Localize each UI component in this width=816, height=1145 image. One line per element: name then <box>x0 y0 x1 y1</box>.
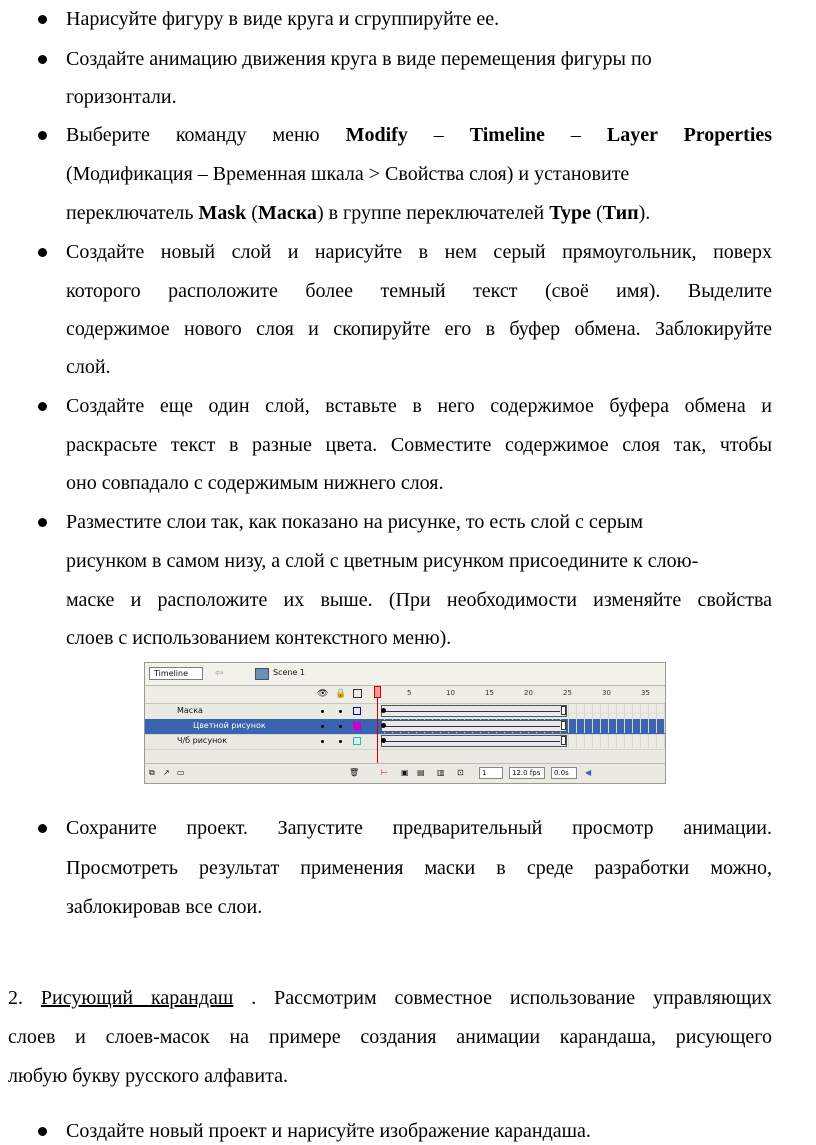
layer-name[interactable]: Цветной рисунок <box>193 721 266 730</box>
bold-term: Timeline <box>469 124 545 146</box>
timeline-status-bar <box>145 763 665 784</box>
text-fragment: Просмотреть результат применения маски в среде разработки можно, <box>66 857 772 879</box>
bullet-icon <box>38 15 47 24</box>
timeline-header <box>145 686 665 704</box>
text-fragment: Нарисуйте фигуру в виде круга и сгруппируйте ее. <box>66 8 500 30</box>
text-line <box>66 590 772 610</box>
text-fragment: 2. <box>8 987 41 1009</box>
text-line <box>66 203 650 223</box>
tween-span[interactable] <box>381 735 567 747</box>
text-line <box>66 9 499 29</box>
bullet-icon <box>38 1127 47 1136</box>
text-fragment: – <box>570 124 581 146</box>
text-line <box>66 858 772 878</box>
layer-name[interactable]: Маска <box>177 706 203 715</box>
text-fragment: заблокировав все слои. <box>66 896 263 918</box>
outline-icon[interactable] <box>353 689 362 698</box>
layer-row[interactable] <box>145 719 665 735</box>
text-line <box>66 628 451 648</box>
text-fragment: слой. <box>66 356 111 378</box>
text-fragment: Сохраните проект. Запустите предварительный просмотр анимации. <box>66 817 772 839</box>
trash-icon[interactable]: 🗑 <box>349 768 360 777</box>
text-fragment: раскрасьте текст в разные цвета. Совместите содержимое слоя так, чтобы <box>66 434 772 456</box>
text-line <box>66 319 772 339</box>
bullet-icon <box>38 824 47 833</box>
bullet-icon <box>38 518 47 527</box>
text-fragment: любую букву русского алфавита. <box>8 1065 288 1087</box>
ruler-tick-label: 35 <box>641 689 650 697</box>
tween-span[interactable] <box>381 720 567 732</box>
text-fragment: Создайте новый слой и нарисуйте в нем серый прямоугольник, поверх <box>66 241 772 263</box>
bold-term: Маска <box>257 202 317 224</box>
text-fragment: переключатель <box>66 202 199 224</box>
text-line <box>66 396 772 416</box>
onion-markers-icon[interactable]: ⊡ <box>457 768 464 777</box>
onion-outline-icon[interactable]: ▤ <box>417 768 425 777</box>
timeline-tab[interactable]: Timeline <box>149 667 203 680</box>
text-fragment: слоев и слоев-масок на примере создания анимации карандаша, рисующего <box>8 1026 772 1048</box>
ruler-tick-label: 30 <box>602 689 611 697</box>
outline-color-swatch[interactable] <box>353 722 361 730</box>
timeline-toolbar <box>145 663 665 686</box>
tween-span[interactable] <box>381 705 567 717</box>
text-line <box>66 281 772 301</box>
text-fragment: рисунком в самом низу, а слой с цветным рисунком присоедините к слою- <box>66 550 699 572</box>
bullet-icon <box>38 55 47 64</box>
text-line <box>66 512 643 532</box>
text-line <box>66 1121 591 1141</box>
text-fragment: содержимое нового слоя и скопируйте его в буфер обмена. Заблокируйте <box>66 318 772 340</box>
layer-row[interactable] <box>145 734 665 750</box>
end-frame[interactable] <box>561 736 566 745</box>
ruler-tick-label: 10 <box>446 689 455 697</box>
bullet-icon <box>38 131 47 140</box>
layer-name[interactable]: Ч/б рисунок <box>177 736 228 745</box>
timeline-screenshot <box>144 662 666 784</box>
back-arrow-icon[interactable]: ⇦ <box>215 668 224 679</box>
lock-icon[interactable]: 🔒 <box>335 689 347 699</box>
text-line <box>66 125 772 145</box>
onion-skin-icon[interactable]: ▣ <box>401 768 409 777</box>
text-line <box>8 988 772 1008</box>
center-frame-icon[interactable]: ⊢ <box>381 768 388 777</box>
text-fragment: ). <box>638 202 651 224</box>
visibility-dot[interactable] <box>321 725 324 728</box>
ruler-tick-label: 20 <box>524 689 533 697</box>
text-line <box>66 897 262 917</box>
playhead-handle[interactable] <box>374 686 381 698</box>
visibility-dot[interactable] <box>321 710 324 713</box>
text-fragment: ) в группе переключателей <box>316 202 550 224</box>
eye-icon[interactable]: 👁 <box>317 689 329 699</box>
text-fragment: ( <box>591 202 603 224</box>
edit-frames-icon[interactable]: ▥ <box>437 768 445 777</box>
text-line <box>66 435 772 455</box>
lock-dot[interactable] <box>339 740 342 743</box>
text-fragment: (Модификация – Временная шкала > Свойства слоя) и установите <box>66 163 630 185</box>
text-fragment: – <box>433 124 444 146</box>
text-fragment: Создайте еще один слой, вставьте в него содержимое буфера обмена и <box>66 395 772 417</box>
text-line <box>8 1027 772 1047</box>
bold-term: Тип <box>602 202 639 224</box>
bold-term: Type <box>549 202 592 224</box>
ruler-tick-label: 5 <box>407 689 412 697</box>
text-line <box>66 818 772 838</box>
text-fragment: Создайте анимацию движения круга в виде перемещения фигуры по <box>66 48 652 70</box>
text-fragment: ( <box>246 202 258 224</box>
end-frame[interactable] <box>561 706 566 715</box>
text-fragment: Создайте новый проект и нарисуйте изображение карандаша. <box>66 1120 591 1142</box>
text-fragment: Выберите <box>66 124 150 146</box>
insert-folder-icon[interactable]: ▭ <box>177 768 185 777</box>
text-fragment: которого расположите более темный текст (своё имя). Выделите <box>66 280 772 302</box>
bullet-icon <box>38 248 47 257</box>
time-field[interactable]: 0.0s <box>551 767 577 779</box>
fps-field[interactable]: 12.0 fps <box>509 767 545 779</box>
ruler-tick-label: 15 <box>485 689 494 697</box>
bullet-icon <box>38 402 47 411</box>
ruler-tick-label: 25 <box>563 689 572 697</box>
section-title: Рисующий карандаш <box>40 987 234 1009</box>
bold-term: Modify <box>345 124 408 146</box>
visibility-dot[interactable] <box>321 740 324 743</box>
scroll-left-icon[interactable]: ◀ <box>585 768 592 777</box>
text-fragment: маске и расположите их выше. (При необходимости изменяйте свойства <box>66 589 772 611</box>
text-line <box>66 551 698 571</box>
layer-row[interactable] <box>145 704 665 720</box>
text-line <box>66 49 652 69</box>
text-line <box>66 473 444 493</box>
text-fragment: . Рассмотрим совместное использование управляющих <box>251 987 773 1009</box>
end-frame[interactable] <box>561 721 566 730</box>
text-fragment: меню <box>272 124 320 146</box>
text-line <box>66 357 111 377</box>
outline-color-swatch[interactable] <box>353 737 361 745</box>
add-guide-icon[interactable]: ↗ <box>163 768 170 777</box>
text-line <box>8 1066 288 1086</box>
text-line <box>66 242 772 262</box>
scene-icon <box>255 668 269 680</box>
scene-label[interactable]: Scene 1 <box>273 668 306 677</box>
text-fragment: Разместите слои так, как показано на рисунке, то есть слой с серым <box>66 511 644 533</box>
text-fragment: горизонтали. <box>66 86 177 108</box>
bold-term: Layer Properties <box>606 124 773 146</box>
bold-term: Mask <box>198 202 247 224</box>
text-fragment: слоев с использованием контекстного меню). <box>66 627 452 649</box>
current-frame-field[interactable]: 1 <box>479 767 503 779</box>
text-line <box>66 87 177 107</box>
text-fragment: оно совпадало с содержимым нижнего слоя. <box>66 472 444 494</box>
text-line <box>66 164 629 184</box>
lock-dot[interactable] <box>339 725 342 728</box>
add-layer-icon[interactable]: ⧉ <box>149 768 155 777</box>
lock-dot[interactable] <box>339 710 342 713</box>
outline-color-swatch[interactable] <box>353 707 361 715</box>
text-fragment: команду <box>175 124 247 146</box>
